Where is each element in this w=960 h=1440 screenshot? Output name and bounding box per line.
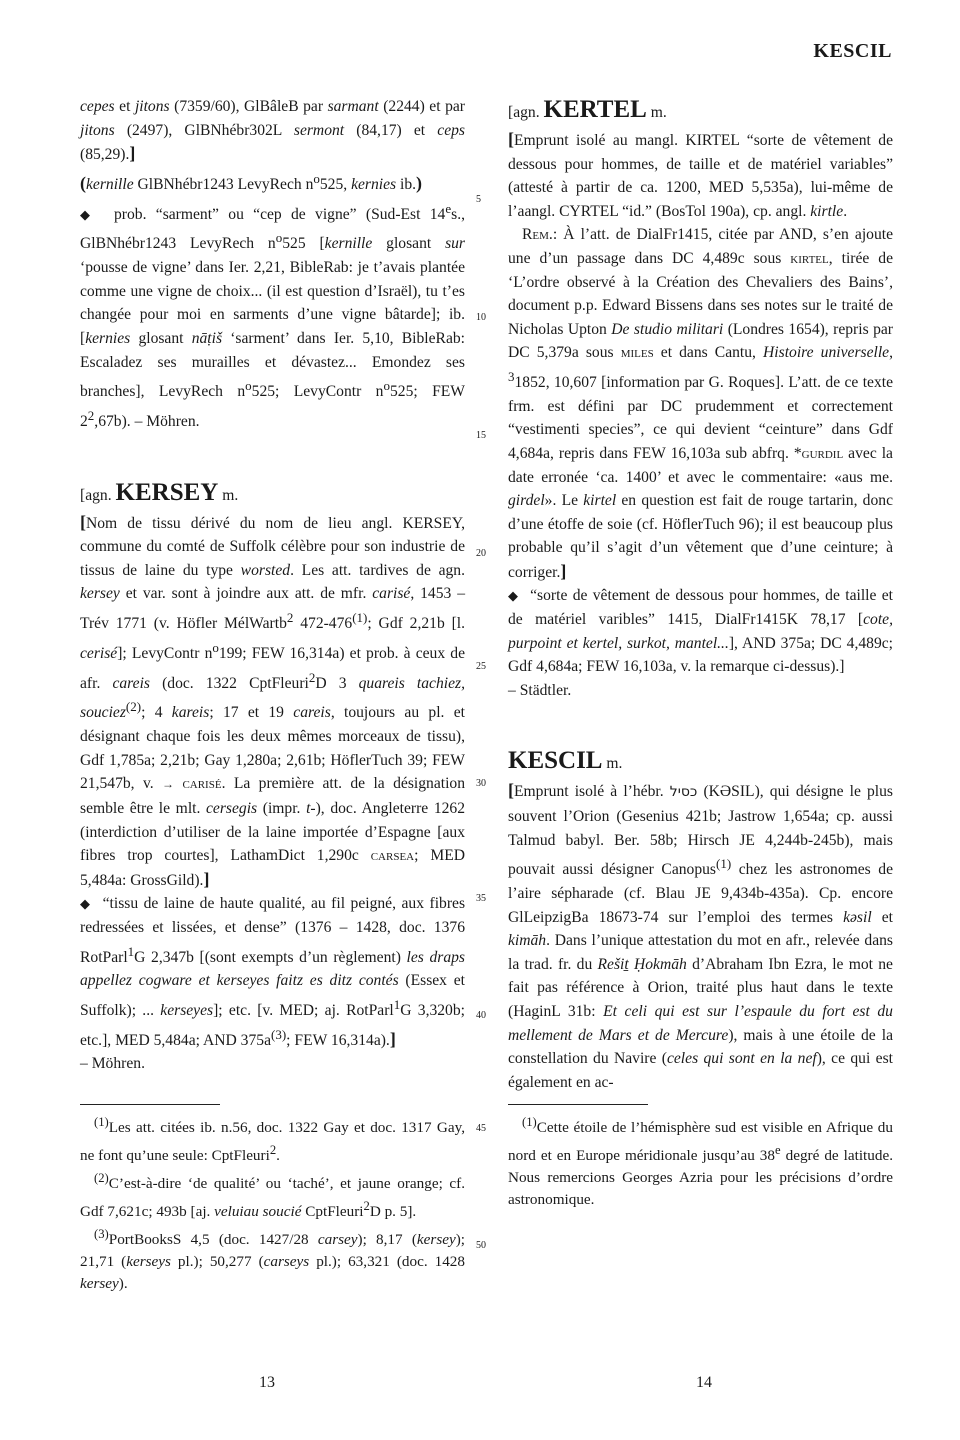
footnote-marker: (1) — [352, 610, 368, 626]
line-number: 30 — [476, 778, 486, 789]
line-number: 5 — [476, 194, 481, 205]
right-column — [508, 95, 893, 1211]
kescil-etymology: [Emprunt isolé à l’hébr. כסיל (KƏSIL), qui désigne le plus souvent l’Orion (Gesenius 421b; Jastrow 1,654a; cp. aussi Talmud babyl. Ber. 58b; Hirsch JE 4,244b-245b), mais pouvait aussi désigner Canopus$^{(1)}$ chez les astronomes de l’aire sépharade (cf. Blau JE 9,434b-435a). Cp. encore GlLeipzigBa 18673-74 sur l’emploi des termes kəsil et kimāh. Dans l’unique attestation du mot en afr., relevée dans la trad. fr. du Rešiṯ Ḥokmāh d’Abraham Ibn Ezra, le mot ne fait pas référence à Orion, traité plus haut dans le texte (HaginL 31b: Et celi qui est sur l’espaule du fort est du mellement de Mars et de Mercure), mais à une étoile de la constellation du Navire (celes qui sont en la nef), ce qui est également en ac- — [508, 780, 893, 1091]
kescil-pos: m. — [606, 755, 623, 773]
page-number-right: 14 — [696, 1374, 712, 1391]
footnote-marker: (2) — [125, 699, 142, 715]
kescil-headword: KESCIL — [508, 747, 603, 775]
line-number: 35 — [476, 893, 486, 904]
kernille-continuation: cepes et jitons (7359/60), GlBâleB par sarmant (2244) et par jitons (2497), GlBNhébr302L sermont (84,17) et ceps (85,29).] — [80, 98, 465, 164]
kertel-etymology: [Emprunt isolé au mangl. KIRTEL “sorte de vêtement de dessous pour hommes, de taille et de matériel variables” (attesté à partir de ca. 1200, MED 5,535a), lui-même de l’aangl. CYRTEL “id.” (BosTol 190a), cp. angl. kirtle. — [508, 129, 893, 220]
kertel-pos: m. — [650, 104, 667, 121]
line-number: 50 — [476, 1240, 486, 1251]
footnote-rule — [80, 1104, 220, 1105]
kernille-sense: ◆ prob. “sarment” ou “cep de vigne” (Sud-Est 14es., GlBNhébr1243 LevyRech $n^o525$ [kernille glosant sur ‘pousse de vigne’ dans Ier. 2,21, BibleRab: je t’avais plantée comme une vigne de choix... (il est question d’Israël), tu t’es changée pour moi en sarments d’une vigne bâtarde]; ib. [kernies glosant nāṭiš ‘sarment’ dans Ier. 5,10, BibleRab: Escaladez ses murailles et dévastez... Emondez ses branches], LevyRech $n^o525$; LevyContr $n^o525$; FEW $2^2,67b$). – Möhren. — [80, 200, 466, 431]
left-footnotes — [80, 1111, 465, 1295]
left-column — [80, 95, 465, 1295]
kertel-headword: KERTEL — [543, 96, 647, 123]
kertel-tag: [agn. — [508, 104, 540, 121]
line-number: 10 — [476, 312, 486, 323]
line-number: 20 — [476, 548, 486, 559]
kertel-remark: Rem.: À l’att. de DialFr1415, citée par AND, s’en ajoute une d’un passage dans DC 4,489c sous kirtel, tirée de ‘L’ordre observé à la Création des Chevaliers des Bains’, document p.p. Edward Bissens dans ses notes sur le traité de Nicholas Upton De studio militari (Londres 1654), repris par DC 5,379a sous miles et dans Cantu, Histoire universelle, $^3$1852, 10,607 [information par G. Roques]. L’att. de ce texte frm. est défini par DC prudemment et correctement “vestimenti species”, ce qui devient “ceinture” dans Gdf 4,684a, repris dans FEW 16,103a sub abfrq. *gurdil avec la date erronée ‘ca. 1400’ et avec le commentaire: «aus me. girdel». Le kirtel en question est fait de rouge tartarin, donc d’une étoffe de soie (cf. HöflerTuch 96); il est beaucoup plus probable qu’il s’agit d’un vêtement que d’une ceinture; à corriger.] — [508, 226, 893, 581]
footnote-marker: (1) — [716, 856, 732, 872]
kersey-etymology: [Nom de tissu dérivé du nom de lieu angl. KERSEY, commune du comté de Suffolk célèbre pour son industrie de tissus de laine du type worsted. Les att. tardives de agn. kersey et var. sont à joindre aux att. de mfr. carisé, 1453 – Trév 1771 (v. Höfler MélWartb$^2$ 472-476$^{(1)}$; Gdf 2,21b [l. cerisé]; LevyContr $n^o199$; FEW 16,314a) et prob. à ceux de afr. careis (doc. 1322 CptFleuri$^2$D 3 quareis tachiez, souciez$^{(2)}$; 4 kareis; 17 et 19 careis, toujours au pl. et désignant chaque fois les deux mêmes morceaux de tissu), Gdf 1,785a; 2,21b; Gay 1,280a; 2,61b; HöflerTuch 39; FEW 21,547b, v. → carisé. La première att. de la désignation semble être le mlt. cersegis (impr. t-), doc. Angleterre 1262 (interdiction d’utiliser de la laine importée d’Espagne [aux fibres trop courtes], LathamDict 1,290c carsea; MED 5,484a: GrossGild).] — [80, 511, 466, 889]
line-number: 15 — [476, 430, 486, 441]
line-number: 45 — [476, 1123, 486, 1134]
footnote-1: $^{(1)}$Cette étoile de l’hémisphère sud est visible en Afrique du nord et en Europe méridionale jusqu’au 38e degré de latitude. Nous remercions Georges Azria pour les précisions d’ordre astronomique. — [508, 1115, 893, 1209]
kernille-variant: (kernille GlBNhébr1243 LevyRech $n^o525$, kernies ib.) — [80, 170, 423, 193]
footnote-3: $^{(3)}$PortBooksS 4,5 (doc. 1427/28 carsey); 8,17 (kersey); 21,71 (kerseys pl.); 50,277 (carseys pl.); 63,321 (doc. 1428 kersey). — [80, 1227, 465, 1293]
kersey-tag: [agn. — [80, 486, 112, 504]
kersey-headword: KERSEY — [115, 478, 219, 506]
right-footnotes — [508, 1111, 893, 1211]
hebrew-word: כסיל — [669, 784, 698, 801]
running-head: KESCIL — [813, 40, 892, 62]
entry-head-kescil — [508, 746, 893, 779]
page-number-left: 13 — [259, 1374, 275, 1391]
entry-head-kersey — [80, 478, 465, 511]
kersey-pos: m. — [222, 486, 239, 504]
kertel-sense: ◆ “sorte de vêtement de dessous pour hommes, de taille et de matériel varibles” 1415, DialFr1415K 78,17 [cote, purpoint et kertel, surkot, mantel...], AND 375a; DC 4,489c; Gdf 4,684a; FEW 16,103a, v. la remarque ci-dessus).] – Städtler. — [508, 587, 893, 699]
footnote-2: $^{(2)}$C’est-à-dire ‘de qualité’ ou ‘taché’, et jaune orange; cf. Gdf 7,621c; 493b [aj. veluiau soucié CptFleuri$^2$D p. 5]. — [80, 1171, 465, 1221]
entry-head-kertel — [508, 95, 893, 128]
footnote-1: $^{(1)}$Les att. citées ib. n.56, doc. 1322 Gay et doc. 1317 Gay, ne font qu’une seule: CptFleuri$^2$. — [80, 1115, 465, 1165]
footnote-marker: (3) — [271, 1026, 287, 1042]
line-number: 25 — [476, 661, 486, 672]
kersey-sense: ◆ “tissu de laine de haute qualité, au fil peigné, aux fibres redressées et lissées, et dense” (1376 – 1428, doc. 1376 RotParl$^1$G 2,347b [(sont exempts d’un règlement) les draps appellez cogware et kerseyes faitz es ditz contés (Essex et Suffolk); ... kerseyes]; etc. [v. MED; aj. RotParl$^1$G 3,320b; etc.], MED 5,484a; AND $375a^{(3)}$; FEW 16,314a).] – Möhren. — [80, 895, 466, 1073]
line-number: 40 — [476, 1010, 486, 1021]
footnote-rule — [508, 1104, 648, 1105]
